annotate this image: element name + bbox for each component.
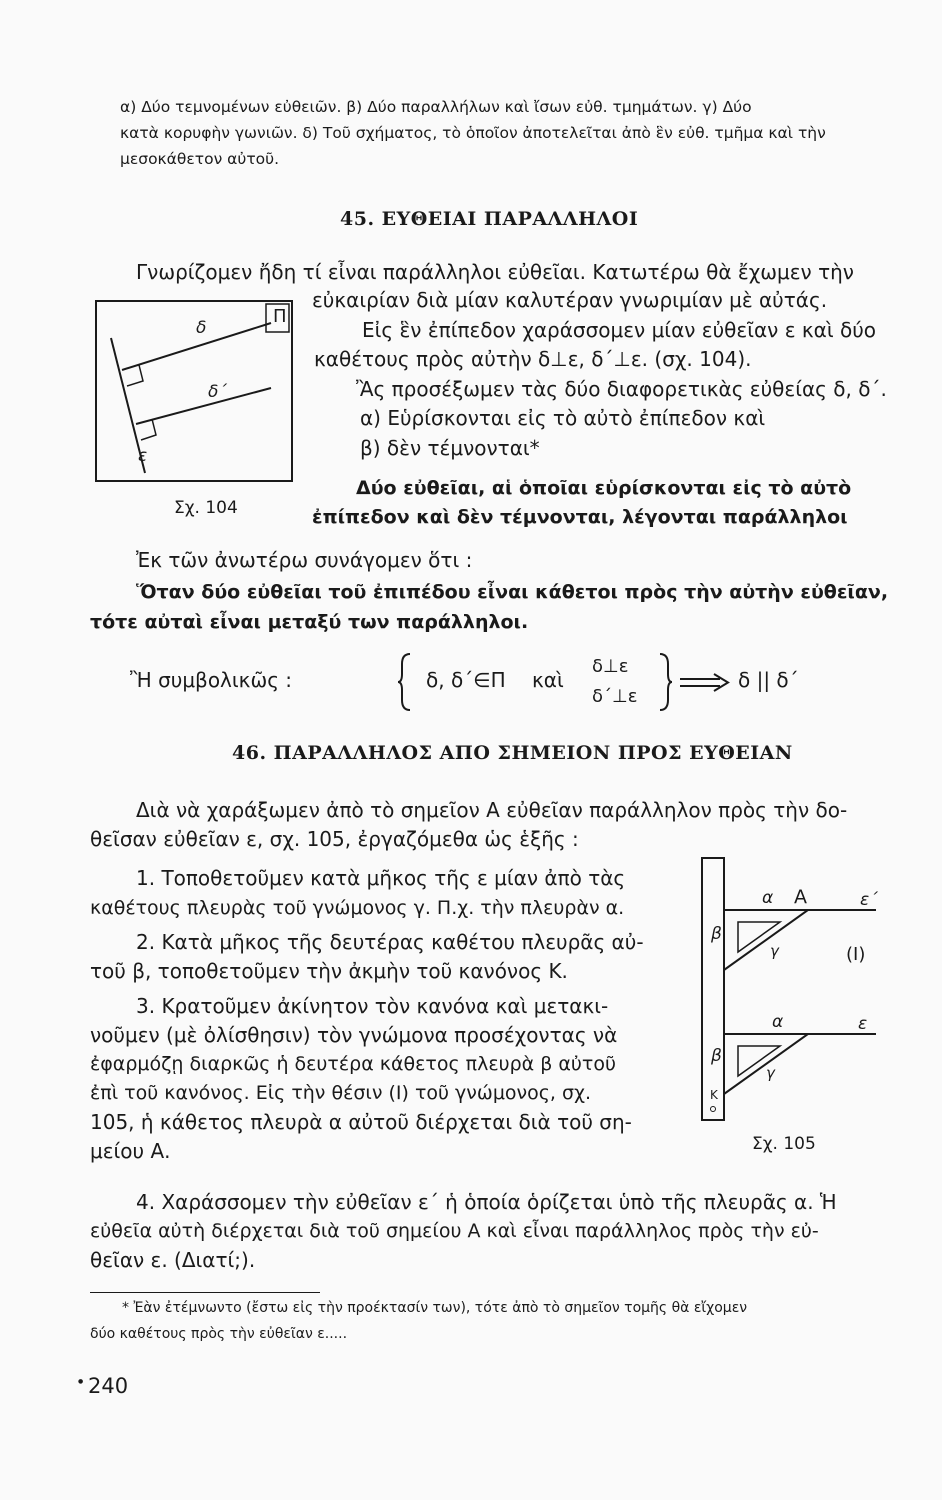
step-3-line: νοῦμεν (μὲ ὀλίσθησιν) τὸν γνώμονα προσέχοντας νὰ: [90, 1023, 618, 1047]
symbolic-perp-2: δ΄⊥ε: [592, 686, 638, 707]
line-d-prime-label: δ΄: [208, 382, 227, 402]
section-46-heading: 46. ΠΑΡΑΛΛΗΛΟΣ ΑΠΟ ΣΗΜΕΙΟΝ ΠΡΟΣ ΕΥΘΕΙΑΝ: [232, 742, 793, 764]
side-a-label-2: α: [772, 1012, 784, 1032]
implies-arrow-icon: [678, 672, 734, 694]
rule-line-1: Ὅταν δύο εὐθεῖαι τοῦ ἐπιπέδου εἶναι κάθετοι πρὸς τὴν αὐτὴν εὐθεῖαν,: [136, 581, 889, 603]
symbolic-perp-1: δ⊥ε: [592, 656, 629, 677]
step-3-line: 105, ἡ κάθετος πλευρὰ α αὐτοῦ διέρχεται διὰ τοῦ ση-: [90, 1110, 632, 1134]
footnote-divider: [90, 1292, 320, 1293]
figure-105: [696, 852, 886, 1128]
step-4-line: θεῖαν ε. (Διατί;).: [90, 1248, 256, 1272]
position-I-label: (Ι): [846, 944, 866, 965]
step-1-line: 1. Τοποθετοῦμεν κατὰ μῆκος τῆς ε μίαν ἀπὸ τὰς: [136, 866, 626, 890]
line-e-label-2: ε: [858, 1014, 868, 1034]
figure-104-caption: Σχ. 104: [174, 498, 238, 518]
answer-line-3: μεσοκάθετον αὐτοῦ.: [120, 150, 280, 168]
side-b-label-2: β: [711, 1046, 722, 1066]
step-2-line: τοῦ β, τοποθετοῦμεν τὴν ἀκμὴν τοῦ κανόνος Κ.: [90, 959, 568, 983]
step-1-line: καθέτους πλευρὰς τοῦ γνώμονος γ. Π.χ. τὴν πλευρὰν α.: [90, 897, 625, 919]
paragraph-line: β) δὲν τέμνονται*: [360, 436, 540, 460]
step-3-line: μείου Α.: [90, 1139, 171, 1163]
line-e-prime-label: ε΄: [860, 890, 878, 910]
paragraph-line: Ἂς προσέξωμεν τὰς δύο διαφορετικὰς εὐθείας δ, δ΄.: [356, 377, 887, 401]
paragraph-line: Διὰ νὰ χαράξωμεν ἀπὸ τὸ σημεῖον Α εὐθεῖαν παράλληλον πρὸς τὴν δο-: [136, 798, 848, 822]
paragraph-line: α) Εὑρίσκονται εἰς τὸ αὐτὸ ἐπίπεδον καὶ: [360, 406, 766, 430]
ruler-K-label: Κ: [710, 1088, 718, 1102]
definition-line-1: Δύο εὐθεῖαι, αἱ ὁποῖαι εὑρίσκονται εἰς τὸ αὐτὸ: [356, 477, 852, 499]
line-d-label: δ: [196, 318, 207, 338]
paragraph-line: θεῖσαν εὐθεῖαν ε, σχ. 105, ἐργαζόμεθα ὡς ἑξῆς :: [90, 827, 579, 851]
symbolic-result: δ || δ΄: [738, 668, 799, 692]
page-mark-icon: ●: [78, 1378, 84, 1385]
side-a-label: α: [762, 888, 774, 908]
symbolic-label: Ἢ συμβολικῶς :: [130, 668, 293, 692]
set-square-g-label-2: γ: [766, 1064, 775, 1082]
paragraph-line: Ἐκ τῶν ἀνωτέρω συνάγομεν ὅτι :: [136, 548, 473, 572]
footnote-line-1: * Ἐὰν ἐτέμνωντο (ἔστω εἰς τὴν προέκτασίν των), τότε ἀπὸ τὸ σημεῖον τομῆς θὰ εἴχομεν: [122, 1300, 748, 1316]
step-4-line: 4. Χαράσσομεν τὴν εὐθεῖαν ε΄ ἡ ὁποία ὁρίζεται ὑπὸ τῆς πλευρᾶς α. Ἡ: [136, 1190, 837, 1214]
paragraph-line: καθέτους πρὸς αὐτὴν δ⊥ε, δ΄⊥ε. (σχ. 104).: [314, 347, 752, 371]
footnote-line-2: δύο καθέτους πρὸς τὴν εὐθεῖαν ε.....: [90, 1326, 348, 1342]
figure-105-caption: Σχ. 105: [752, 1134, 816, 1154]
step-3-line: ἐπὶ τοῦ κανόνος. Εἰς τὴν θέσιν (Ι) τοῦ γνώμονος, σχ.: [90, 1082, 592, 1104]
answer-line-1: α) Δύο τεμνομένων εὐθειῶν. β) Δύο παραλλήλων καὶ ἴσων εὐθ. τμημάτων. γ) Δύο: [120, 98, 752, 116]
side-b-label: β: [711, 924, 722, 944]
paragraph-line: εὐκαιρίαν διὰ μίαν καλυτέραν γνωριμίαν μὲ αὐτάς.: [312, 288, 828, 312]
set-square-g-label: γ: [770, 942, 779, 960]
step-3-line: ἐφαρμόζῃ διαρκῶς ἡ δευτέρα κάθετος πλευρὰ β αὐτοῦ: [90, 1053, 616, 1075]
point-A-label: Α: [794, 886, 807, 908]
answer-line-2: κατὰ κορυφὴν γωνιῶν. δ) Τοῦ σχήματος, τὸ ὁποῖον ἀποτελεῖται ἀπὸ ἓν εὐθ. τμῆμα καὶ τὴν: [120, 124, 826, 142]
figure-104: [93, 298, 297, 486]
step-3-line: 3. Κρατοῦμεν ἀκίνητον τὸν κανόνα καὶ μετακι-: [136, 994, 609, 1018]
symbolic-and: καὶ: [532, 668, 564, 692]
symbolic-membership: δ, δ΄∈Π: [426, 668, 506, 692]
line-e-label: ε: [138, 446, 148, 466]
section-45-heading: 45. ΕΥΘΕΙΑΙ ΠΑΡΑΛΛΗΛΟΙ: [340, 208, 639, 230]
definition-line-2: ἐπίπεδον καὶ δὲν τέμνονται, λέγονται παράλληλοι: [312, 506, 848, 528]
rule-line-2: τότε αὐταὶ εἶναι μεταξύ των παράλληλοι.: [90, 611, 529, 633]
page-number: 240: [88, 1374, 129, 1398]
step-4-line: εὐθεῖα αὐτὴ διέρχεται διὰ τοῦ σημείου Α καὶ εἶναι παράλληλος πρὸς τὴν εὐ-: [90, 1220, 819, 1242]
paragraph-line: Εἰς ἓν ἐπίπεδον χαράσσομεν μίαν εὐθεῖαν ε καὶ δύο: [362, 318, 877, 342]
plane-label: Π: [273, 306, 287, 327]
step-2-line: 2. Κατὰ μῆκος τῆς δευτέρας καθέτου πλευρᾶς αὐ-: [136, 930, 644, 954]
paragraph-line: Γνωρίζομεν ἤδη τί εἶναι παράλληλοι εὐθεῖαι. Κατωτέρω θὰ ἔχωμεν τὴν: [136, 260, 854, 284]
